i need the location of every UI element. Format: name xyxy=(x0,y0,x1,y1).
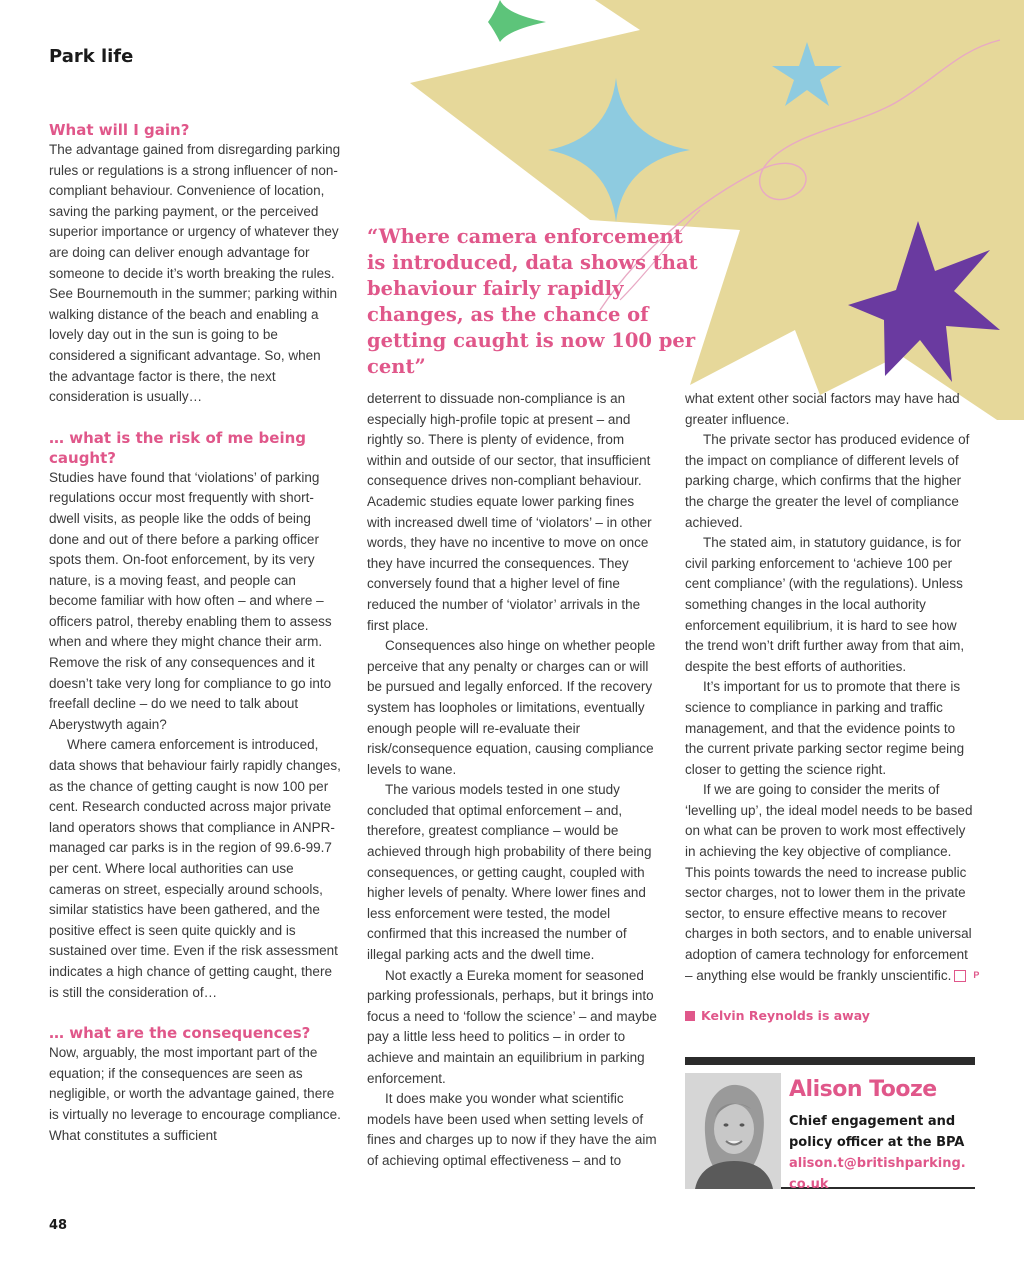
author-role: Chief engagement and policy officer at the BPA xyxy=(789,1114,965,1150)
paragraph: what extent other social factors may have had greater influence. xyxy=(685,391,960,427)
paragraph: Where camera enforcement is introduced, data shows that behaviour fairly rapidly changes, as the chance of getting caught is now 100 per cent. Research conducted across major private land operators shows that compliance in ANPR-managed car parks is in the region of 99.6-99.7 per cent. Where local authorities can use cameras on street, especially around schools, similar statistics have been gathered, and the positive effect is seen quite quickly and is sustained over time. Even if the risk assessment indicates a high chance of getting caught, there is still the consideration of… xyxy=(49,737,341,1000)
green-sparkle-icon xyxy=(488,0,546,42)
article-column-3 xyxy=(685,389,980,1027)
author-name: Alison Tooze xyxy=(789,1077,937,1102)
author-photo xyxy=(685,1073,781,1189)
paragraph: The private sector has produced evidence of the impact on compliance of different levels of parking charge, which confirms that the higher the charge the greater the level of compliance achieved. xyxy=(685,432,970,530)
paragraph-text: If we are going to consider the merits of ‘levelling up’, the ideal model needs to be based on what can be proven to work most effectively in achieving the key objective of compliance. This points towards the need to increase public sector charges, not to lower them in the private sector, to ensure effective means to recover charges in both sectors, and to enable universal adoption of camera technology for enforcement – anything else would be frankly unscientific. xyxy=(685,782,973,983)
subheading-gain: What will I gain? xyxy=(49,121,190,139)
author-email-link[interactable]: alison.t@britishparking.co.uk xyxy=(789,1156,966,1192)
paragraph: Studies have found that ‘violations’ of parking regulations occur most frequently with short-dwell visits, as people like the odds of being done and out of there before a parking officer spots them. On-foot enforcement, by its very nature, is a moving feast, and people can become familiar with how often – and where – officers patrol, thereby enabling them to assess when and where they might chance their arm. Remove the risk of any consequences and it doesn’t take very long for compliance to go into freefall decline – do we need to talk about Aberystwyth again? xyxy=(49,469,332,732)
paragraph: It does make you wonder what scientific models have been used when setting levels of fines and charges up to now if they have the aim of achieving optimal effectiveness – and to xyxy=(367,1091,657,1168)
end-mark-icon: P xyxy=(954,970,966,982)
paragraph: Now, arguably, the most important part of the equation; if the consequences are seen as negligible, or worth the advantage gained, there is virtually no leverage to encourage compliance. What constitutes a sufficient xyxy=(49,1045,341,1143)
pull-quote: “Where camera enforcement is introduced, data shows that behaviour fairly rapidly changes, as the chance of getting caught is now 100 per cent” xyxy=(367,225,698,378)
bullet-square-icon xyxy=(685,1011,695,1021)
away-note-text: Kelvin Reynolds is away xyxy=(701,1008,870,1024)
author-portrait-icon xyxy=(685,1073,781,1189)
away-note xyxy=(685,1006,977,1027)
author-box xyxy=(685,1057,975,1192)
section-title: Park life xyxy=(49,46,134,67)
paragraph: Not exactly a Eureka moment for seasoned parking professionals, perhaps, but it brings into focus a need to ‘follow the science’ – and maybe pay a little less heed to politics – in order to achieve and maintain an equilibrium in parking enforcement. xyxy=(367,967,657,1086)
paragraph: Consequences also hinge on whether people perceive that any penalty or charges can or will be pursued and legally enforced. If the recovery system has loopholes or limitations, eventually enough people will re-evaluate their risk/consequence equation, causing compliance levels to wane. xyxy=(367,638,656,777)
subheading-consequences: … what are the consequences? xyxy=(49,1024,311,1043)
page-number: 48 xyxy=(49,1218,68,1233)
subheading-risk: … what is the risk of me being caught? xyxy=(49,428,307,467)
paragraph-final xyxy=(685,780,980,986)
paragraph: The advantage gained from disregarding parking rules or regulations is a strong influencer of non-compliant behaviour. Convenience of location, saving the parking payment, or the perceived superior importance or urgency of whatever they are doing can deliver enough advantage for someone to decide it’s worth breaking the rules. See Bournemouth in the summer; parking within walking distance of the beach and enabling a lovely day out in the sun is going to be considered a significant advantage. So, when the advantage factor is there, the next consideration is usually… xyxy=(49,142,341,405)
paragraph: It’s important for us to promote that there is science to compliance in parking and traffic management, and that the evidence points to the current private parking sector regime being closer to getting the science right. xyxy=(685,679,965,777)
article-column-1 xyxy=(49,120,341,1146)
paragraph: The various models tested in one study concluded that optimal enforcement – and, therefore, greatest compliance – would be achieved through high probability of there being consequences, or getting caught, coupled with higher levels of penalty. Where lower fines and less enforcement were tested, the model confirmed that this increased the number of illegal parking acts and the dwell time. xyxy=(367,782,652,963)
paragraph: deterrent to dissuade non-compliance is an especially high-profile topic at present – and rightly so. There is plenty of evidence, from within and outside of our sector, that insufficient consequence drives non-compliant behaviour. Academic studies equate lower parking fines with increased dwell time of ‘violators’ – in other words, they have no incentive to move on once they have incurred the consequences. They conversely found that a higher level of fine reduced the number of ‘violator’ arrivals in the first place. xyxy=(367,391,652,633)
article-column-2 xyxy=(367,389,659,1172)
paragraph: The stated aim, in statutory guidance, is for civil parking enforcement to ‘achieve 100 per cent compliance’ (with the regulations). Unless something changes in the local authority enforcement equilibrium, it is hard to see how the trend won’t drift further away from that aim, despite the best efforts of authorities. xyxy=(685,535,965,674)
